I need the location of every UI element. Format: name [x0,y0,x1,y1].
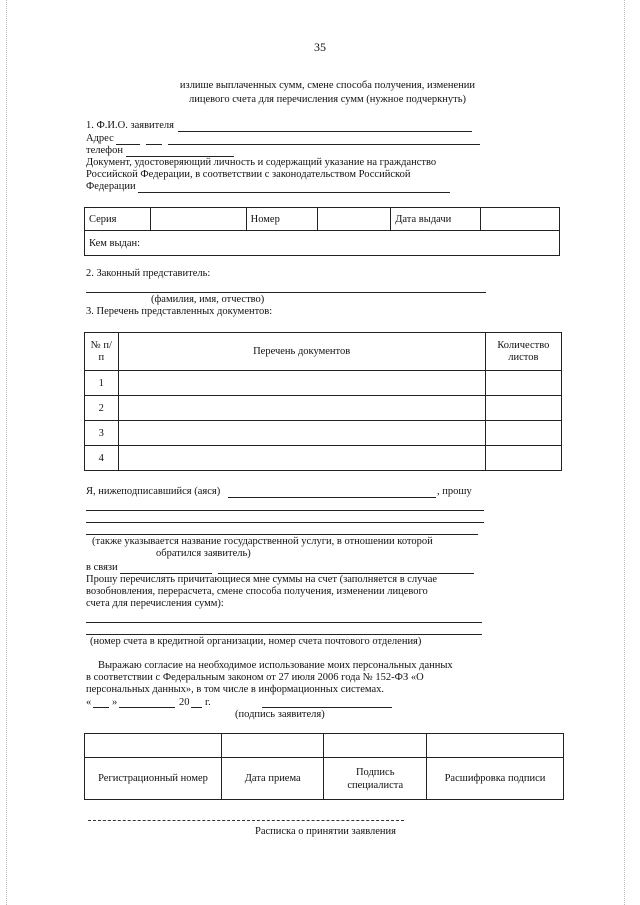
account-caption: (номер счета в кредитной организации, номер счета почтового отделения) [90,636,422,647]
year-suffix: г. [205,697,211,708]
date-month-field[interactable] [119,707,175,708]
header-line-2: лицевого счета для перечисления сумм (нужное подчеркнуть) [189,94,466,105]
consent-line-3: персональных данных», в том числе в информационных системах. [86,684,385,695]
representative-caption: (фамилия, имя, отчество) [151,294,265,305]
table-row-doc[interactable] [118,421,485,446]
service-caption-1: (также указывается название государственной услуги, в отношении которой [92,536,433,547]
reg-decode-header: Расшифровка подписи [426,758,563,800]
issued-by-label: Кем выдан: [89,237,141,249]
header-line-1: излише выплаченных сумм, смене способа получения, изменении [179,80,476,91]
issued-by-cell[interactable] [85,231,560,256]
account-field-2[interactable] [86,634,482,635]
reg-date-header: Дата приема [222,758,324,800]
series-value[interactable] [151,208,246,231]
table-row-doc[interactable] [118,446,485,471]
request-field-3[interactable] [86,534,478,535]
table-row-num: 1 [85,371,119,396]
table-row-num: 2 [85,396,119,421]
doc-text-line-2: Российской Федерации, в соответствии с законодательством Российской [86,169,411,180]
col-list-header: Перечень документов [118,333,485,371]
request-field-1[interactable] [86,510,484,511]
col-num-header: № п/п [85,333,119,371]
cut-line [88,820,404,821]
registration-table [84,733,564,800]
receipt-title: Расписка о принятии заявления [255,826,396,837]
undersigned-field[interactable] [228,497,436,498]
date-close-quote: » [112,697,118,708]
table-row-count[interactable] [485,446,561,471]
date-open-quote: « [86,697,92,708]
address-field-3[interactable] [168,144,480,145]
scan-edge-right [624,0,625,905]
number-value[interactable] [317,208,390,231]
year-prefix: 20 [179,697,190,708]
series-label: Серия [85,208,151,231]
fio-field[interactable] [178,131,472,132]
col-count-header: Количество листов [485,333,561,371]
table-row-num: 3 [85,421,119,446]
representative-field[interactable] [86,292,486,293]
date-year-field[interactable] [191,707,202,708]
issue-date-value[interactable] [480,208,559,231]
doc-text-line-1: Документ, удостоверяющий личность и содержащий указание на гражданство [86,157,437,168]
account-field-1[interactable] [86,622,482,623]
scan-edge-left [6,0,7,905]
address-label: Адрес [86,133,114,144]
reg-date-value[interactable] [222,734,324,758]
request-verb: , прошу [437,486,472,497]
undersigned-label: Я, нижеподписавшийся (аяся) [86,486,221,497]
transfer-line-3: счета для перечисления сумм): [86,598,224,609]
service-caption-2: обратился заявитель) [156,548,251,559]
due-label: в связи [86,562,118,573]
table-row-count[interactable] [485,371,561,396]
reg-signature-header: Подпись специалиста [324,758,426,800]
table-row-count[interactable] [485,421,561,446]
phone-label: телефон [86,145,123,156]
signature-field[interactable] [262,707,392,708]
reg-number-value[interactable] [85,734,222,758]
number-label: Номер [246,208,317,231]
federation-field[interactable] [138,192,450,193]
reg-signature-value[interactable] [324,734,426,758]
reg-number-header: Регистрационный номер [85,758,222,800]
date-day-field[interactable] [93,707,109,708]
documents-table [84,332,562,471]
table-row-doc[interactable] [118,371,485,396]
reg-decode-value[interactable] [426,734,563,758]
table-row-doc[interactable] [118,396,485,421]
address-field-2[interactable] [146,144,162,145]
fio-label: 1. Ф.И.О. заявителя [86,120,174,131]
consent-line-2: в соответствии с Федеральным законом от 27 июля 2006 года № 152-ФЗ «О [86,672,424,683]
consent-line-1: Выражаю согласие на необходимое использование моих персональных данных [98,660,453,671]
transfer-line-2: возобновления, перерасчета, смене способа получения, изменении лицевого [86,586,428,597]
id-table [84,207,560,256]
page-number: 35 [314,40,326,54]
signature-caption: (подпись заявителя) [235,709,325,720]
documents-label: 3. Перечень представленных документов: [86,306,273,317]
table-row-num: 4 [85,446,119,471]
representative-label: 2. Законный представитель: [86,268,211,279]
doc-text-line-3: Федерации [86,181,136,192]
issue-date-label: Дата выдачи [391,208,480,231]
transfer-line-1: Прошу перечислять причитающиеся мне суммы на счет (заполняется в случае [86,574,438,585]
table-row-count[interactable] [485,396,561,421]
request-field-2[interactable] [86,522,484,523]
